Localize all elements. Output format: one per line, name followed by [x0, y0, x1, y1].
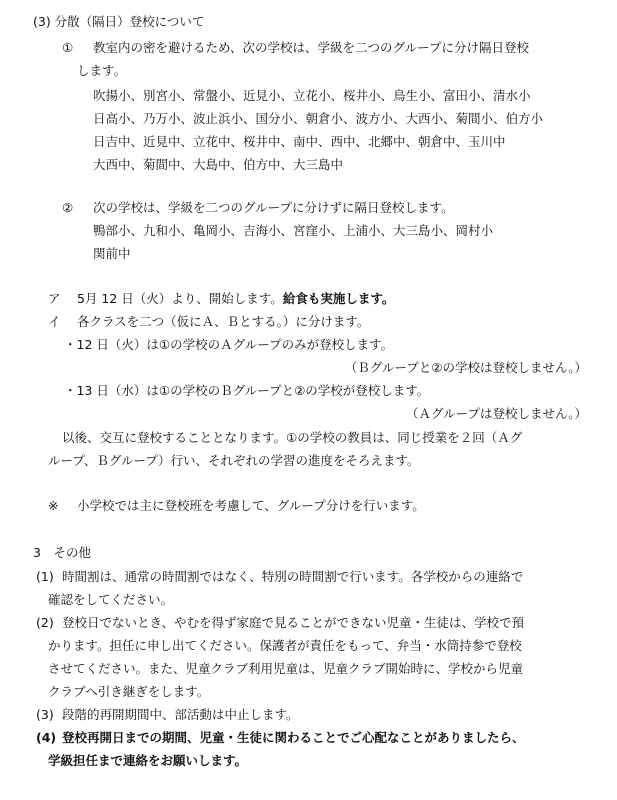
list-label: イ — [48, 314, 61, 329]
item-number: ① — [62, 40, 74, 55]
contact-notice-line: 登校再開日までの期間、児童・生徒に関わることでご心配なことがありましたら、 — [62, 730, 525, 745]
paragraph-line: クラブへ引き継ぎをします。 — [48, 684, 210, 699]
school-list-line: 日吉中、近見中、立花中、桜井中、南中、西中、北郷中、朝倉中、玉川中 — [93, 134, 506, 149]
schedule-line: ・13 日（水）は①の学校のＢグループと②の学校が登校します。 — [64, 383, 430, 398]
note-mark: ※ — [48, 498, 59, 513]
school-list-line: 吹揚小、別宮小、常盤小、近見小、立花小、桜井小、鳥生小、富田小、清水小 — [93, 88, 531, 103]
item-number: (1) — [36, 569, 54, 584]
paragraph-line: かります。担任に申し出てください。保護者が責任をもって、弁当・水筒持参で登校 — [48, 638, 522, 653]
lunch-notice: 給食も実施します。 — [282, 291, 395, 306]
school-list-line: 大西中、菊間中、大島中、伯方中、大三島中 — [93, 157, 344, 172]
schedule-line: ・12 日（火）は①の学校のＡグループのみが登校します。 — [64, 337, 394, 352]
section-heading: (3) 分散（隔日）登校について — [33, 14, 205, 29]
school-list-line: 日高小、乃万小、波止浜小、国分小、朝倉小、波方小、大西小、菊間小、伯方小 — [93, 111, 544, 126]
item-number: (4) — [36, 730, 57, 745]
paragraph-line: します。 — [77, 63, 127, 78]
list-label: ア — [48, 291, 61, 306]
paragraph-line: 各クラスを二つ（仮にＡ、Ｂとする。）に分けます。 — [77, 314, 370, 329]
start-date-text: 5月 12 日（火）より、開始します。 — [77, 291, 283, 306]
section-heading: 3 その他 — [33, 545, 91, 560]
item-number: (3) — [36, 707, 54, 722]
paragraph-line: 以後、交互に登校することとなります。①の学校の教員は、同じ授業を２回（Ａグ — [62, 430, 523, 445]
paragraph-line: 確認をしてください。 — [48, 592, 174, 607]
paragraph-line — [77, 291, 394, 307]
paragraph-line: 教室内の密を避けるため、次の学校は、学級を二つのグループに分け隔日登校 — [93, 40, 530, 55]
paragraph-line: 登校日でないとき、やむを得ず家庭で見ることができない児童・生徒は、学校で預 — [62, 615, 525, 630]
paragraph-line: 次の学校は、学級を二つのグループに分けずに隔日登校します。 — [93, 200, 454, 215]
school-list-line: 関前中 — [93, 246, 131, 261]
paragraph-line: ループ、Ｂグループ）行い、それぞれの学習の進度をそろえます。 — [48, 453, 420, 468]
note-text: 小学校では主に登校班を考慮して、グループ分けを行います。 — [77, 498, 425, 513]
school-list-line: 鴨部小、九和小、亀岡小、吉海小、宮窪小、上浦小、大三島小、岡村小 — [93, 223, 494, 238]
schedule-note: （Ａグループは登校しません。） — [405, 406, 587, 421]
schedule-note: （Ｂグループと②の学校は登校しません。） — [344, 360, 587, 375]
item-number: (2) — [36, 615, 54, 630]
paragraph-line: 段階的再開期間中、部活動は中止します。 — [62, 707, 299, 722]
contact-notice-line: 学級担任まで連絡をお願いします。 — [48, 753, 248, 768]
paragraph-line: させてください。また、児童クラブ利用児童は、児童クラブ開始時に、学校から児童 — [48, 661, 524, 676]
item-number: ② — [62, 200, 74, 215]
paragraph-line: 時間割は、通常の時間割ではなく、特別の時間割で行います。各学校からの連絡で — [62, 569, 524, 584]
